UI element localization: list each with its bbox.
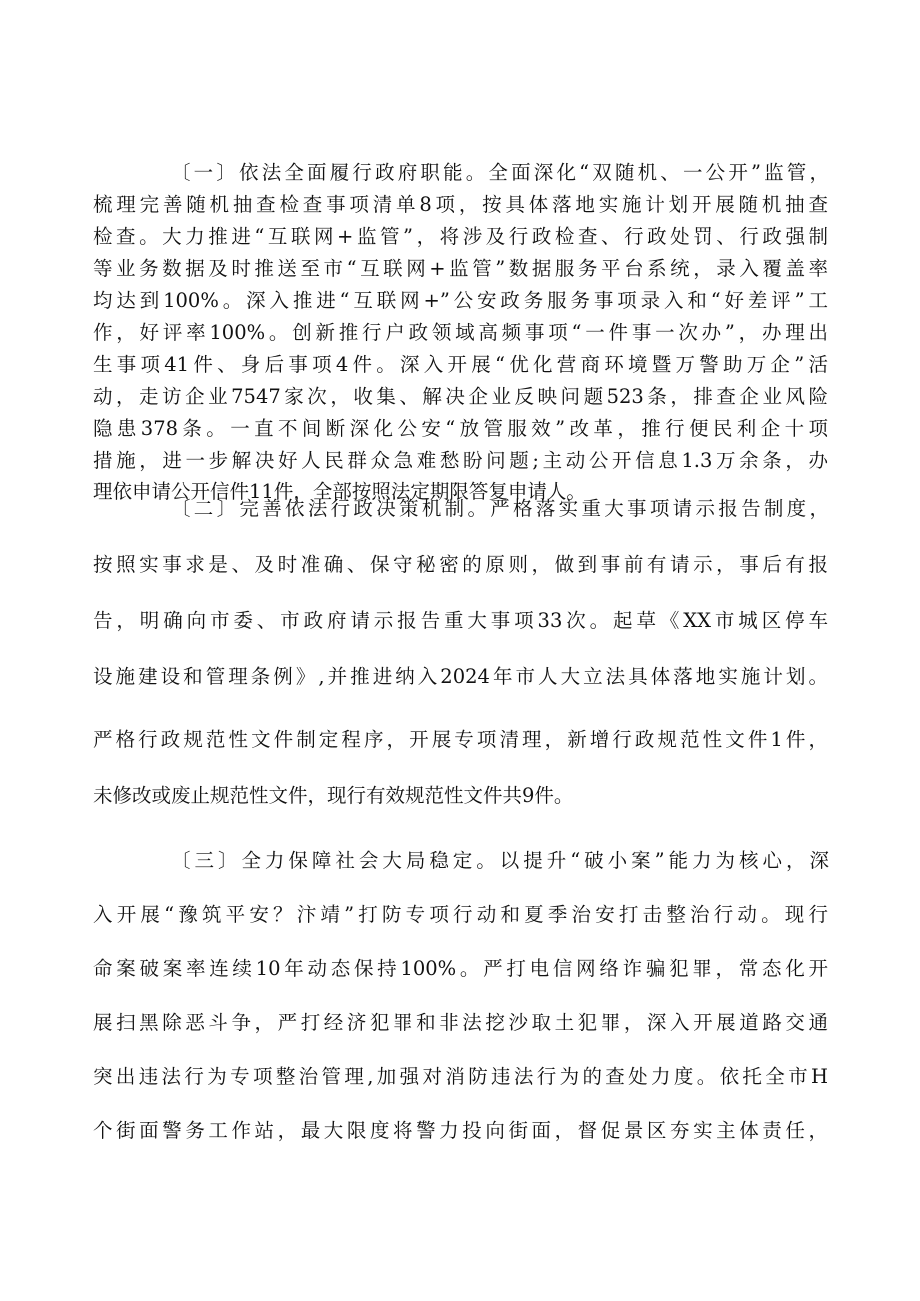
paragraph-line: 展扫黑除恶斗争，严打经济犯罪和非法挖沙取土犯罪，深入开展道路交通 (93, 1011, 828, 1034)
paragraph-line: 隐患378条。一直不间断深化公安“放管服效”改革，推行便民利企十项 (93, 417, 828, 440)
paragraph-line: 严格行政规范性文件制定程序，开展专项清理，新增行政规范性文件1件， (93, 728, 828, 751)
paragraph-line: 〔二〕完善依法行政决策机制。严格落实重大事项请示报告制度， (171, 497, 829, 520)
paragraph-line: 检查。大力推进“互联网+监管”，将涉及行政检查、行政处罚、行政强制 (93, 225, 828, 248)
paragraph-line: 等业务数据及时推送至市“互联网+监管”数据服务平台系统，录入覆盖率 (93, 257, 828, 280)
paragraph-line: 个街面警务工作站，最大限度将警力投向街面，督促景区夯实主体责任， (93, 1119, 828, 1142)
paragraph-line: 设施建设和管理条例》,并推进纳入2024年市人大立法具体落地实施计划。 (93, 665, 828, 688)
paragraph-line: 〔三〕全力保障社会大局稳定。以提升“破小案”能力为核心，深 (171, 849, 829, 872)
paragraph-line: 告，明确向市委、市政府请示报告重大事项33次。起草《XX市城区停车 (93, 609, 828, 632)
paragraph-line: 作，好评率100%。创新推行户政领域高频事项“一件事一次办”，办理出 (93, 321, 828, 344)
paragraph-line: 动，走访企业7547家次，收集、解决企业反映问题523条，排查企业风险 (93, 385, 828, 408)
paragraph-line: 梳理完善随机抽查检查事项清单8项，按具体落地实施计划开展随机抽查 (93, 193, 828, 216)
paragraph-line: 突出违法行为专项整治管理,加强对消防违法行为的查处力度。依托全市H (93, 1065, 828, 1088)
paragraph-line: 命案破案率连续10年动态保持100%。严打电信网络诈骗犯罪，常态化开 (93, 957, 828, 980)
paragraph-line: 理依申请公开信件11件，全部按照法定期限答复申请人。 (93, 480, 586, 503)
paragraph-line: 未修改或废止规范性文件，现行有效规范性文件共9件。 (93, 784, 574, 807)
paragraph-line: 均达到100%。深入推进“互联网+”公安政务服务事项录入和“好差评”工 (93, 289, 828, 312)
paragraph-line: 〔一〕依法全面履行政府职能。全面深化“双随机、一公开”监管， (171, 161, 829, 184)
paragraph-line: 按照实事求是、及时准确、保守秘密的原则，做到事前有请示，事后有报 (93, 553, 828, 576)
paragraph-line: 措施，进一步解决好人民群众急难愁盼问题;主动公开信息1.3万余条，办 (93, 449, 828, 472)
paragraph-line: 生事项41件、身后事项4件。深入开展“优化营商环境暨万警助万企”活 (93, 353, 828, 376)
paragraph-line: 入开展“豫筑平安？汴靖”打防专项行动和夏季治安打击整治行动。现行 (93, 903, 828, 926)
